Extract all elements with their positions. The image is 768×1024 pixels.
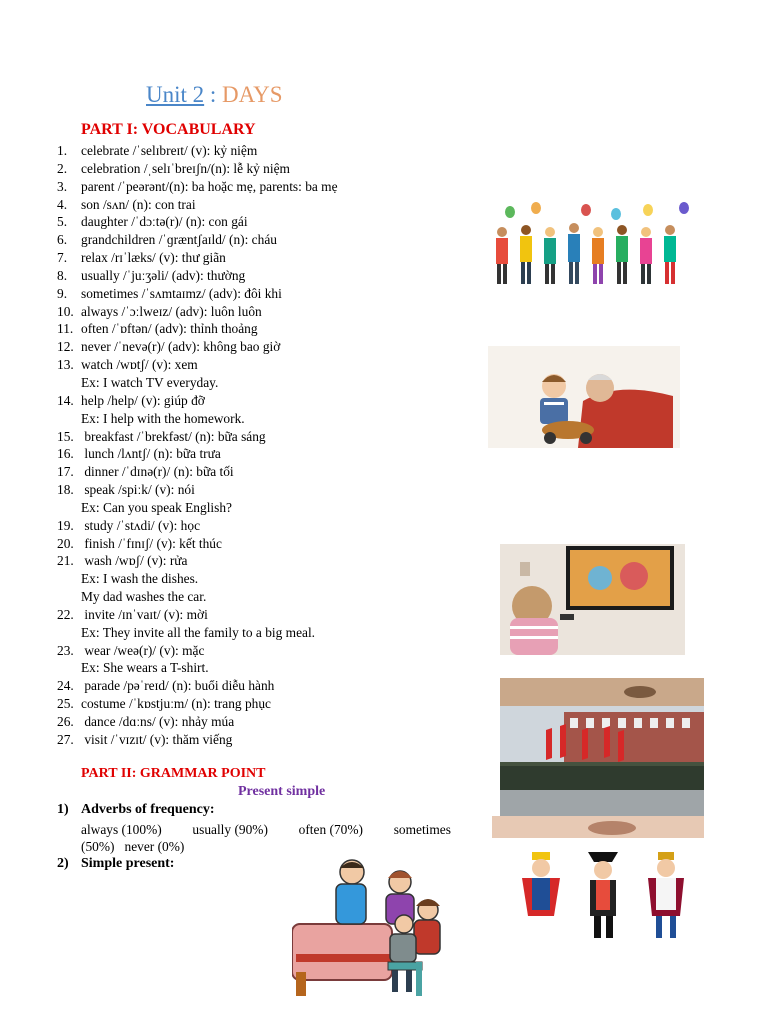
- vocab-number: 3.: [57, 178, 68, 194]
- vocab-item: [57, 213, 338, 231]
- vocab-entry: watch /wɒtʃ/ (v): xem: [81, 357, 198, 373]
- vocab-item: [57, 606, 338, 624]
- vocab-number: 9.: [57, 285, 68, 301]
- vocab-number: 13.: [57, 357, 74, 373]
- vocab-item: [57, 249, 338, 267]
- vocab-number: 11.: [57, 321, 74, 337]
- vocab-example: Ex: I watch TV everyday.: [81, 374, 219, 390]
- vocab-entry: wash /wɒʃ/ (v): rửa: [81, 553, 188, 569]
- vocab-number: 20.: [57, 535, 74, 551]
- freq-sometimes: sometimes: [393, 822, 451, 837]
- vocab-number: 25.: [57, 696, 74, 712]
- vocab-number: 16.: [57, 446, 74, 462]
- part2-heading: PART II: GRAMMAR POINT: [81, 766, 266, 781]
- vocab-example: Ex: She wears a T-shirt.: [81, 660, 209, 676]
- freq-always: always (100%): [81, 822, 162, 837]
- vocab-number: 8.: [57, 267, 68, 283]
- vocab-entry: speak /spiːk/ (v): nói: [81, 482, 195, 498]
- vocab-item: [57, 303, 338, 321]
- vocab-item: [57, 445, 338, 463]
- vocab-number: 4.: [57, 196, 68, 212]
- vocab-item: [57, 160, 338, 178]
- vocab-number: 10.: [57, 303, 74, 319]
- vocab-entry: dance /dɑːns/ (v): nhảy múa: [81, 714, 235, 729]
- grammar-item-label: Simple present:: [81, 856, 175, 871]
- part1-heading: PART I: VOCABULARY: [81, 121, 256, 138]
- vocab-item: [57, 196, 338, 214]
- vocab-example: Ex: They invite all the family to a big meal.: [81, 624, 316, 640]
- family-bedside-cartoon: [292, 854, 452, 1000]
- vocab-number: 22.: [57, 606, 74, 622]
- party-image: [488, 198, 700, 288]
- vocab-item: [57, 713, 338, 731]
- vocab-entry: finish /ˈfɪnɪʃ/ (v): kết thúc: [81, 535, 222, 551]
- vocab-entry: celebration /ˌselɪˈbreɪʃn/(n): lễ kỷ niệm: [81, 160, 290, 176]
- vocab-entry: celebrate /ˈselɪbreɪt/ (v): kỷ niệm: [81, 143, 258, 158]
- grammar-item-number: 1): [57, 802, 69, 817]
- vocab-entry: parade /pəˈreɪd/ (n): buổi diễu hành: [81, 678, 275, 694]
- vocab-example: Ex: I help with the homework.: [81, 410, 245, 426]
- parade-image: [500, 678, 704, 818]
- vocab-entry: visit /ˈvɪzɪt/ (v): thăm viếng: [81, 731, 233, 747]
- vocab-item: [57, 552, 338, 570]
- vocab-entry: costume /ˈkɒstjuːm/ (n): trang phục: [81, 696, 271, 712]
- vocab-number: 2.: [57, 160, 68, 176]
- vocab-entry: always /ˈɔːlweɪz/ (adv): luôn luôn: [81, 303, 262, 319]
- title-days: DAYS: [222, 82, 283, 107]
- vocab-number: 12.: [57, 339, 74, 355]
- grammar-item-number: 2): [57, 856, 69, 871]
- vocab-number: 1.: [57, 143, 68, 158]
- vocab-number: 24.: [57, 678, 74, 694]
- vocab-entry: sometimes /ˈsʌmtaɪmz/ (adv): đôi khi: [81, 285, 282, 301]
- vocab-entry: invite /ɪnˈvaɪt/ (v): mời: [81, 606, 208, 622]
- vocab-example: My dad washes the car.: [81, 589, 207, 605]
- vocab-number: 7.: [57, 250, 68, 266]
- unit-link[interactable]: Unit 2: [146, 82, 205, 107]
- grandfather-child-image: [488, 346, 680, 448]
- vocab-item: [57, 178, 338, 196]
- vocab-entry: parent /ˈpeərənt/(n): ba hoặc mẹ, parents: ba mẹ: [81, 178, 338, 194]
- vocab-entry: lunch /lʌntʃ/ (n): bữa trưa: [81, 446, 221, 462]
- vocab-number: 5.: [57, 214, 68, 230]
- vocabulary-list: [57, 142, 338, 749]
- vocab-number: 18.: [57, 482, 74, 498]
- vocab-item: [57, 142, 338, 160]
- vocab-number: 27.: [57, 731, 74, 747]
- vocab-number: 17.: [57, 464, 74, 480]
- vocab-item: [57, 285, 338, 303]
- vocab-item: [57, 642, 338, 660]
- freq-usually: usually (90%): [192, 822, 268, 837]
- vocab-number: 26.: [57, 714, 74, 729]
- vocab-entry: breakfast /ˈbrekfəst/ (n): bữa sáng: [81, 428, 266, 444]
- vocab-example: Ex: Can you speak English?: [81, 499, 232, 515]
- vocab-number: 23.: [57, 642, 74, 658]
- vocab-entry: relax /rɪˈlæks/ (v): thư giãn: [81, 250, 226, 266]
- freq-never: never (0%): [124, 839, 185, 854]
- vocab-item: [57, 731, 338, 749]
- title-colon: :: [209, 82, 217, 107]
- vocab-item: [57, 320, 338, 338]
- freq-often: often (70%): [298, 822, 363, 837]
- vocab-item: [57, 695, 338, 713]
- vocab-number: 19.: [57, 517, 74, 533]
- vocab-entry: usually /ˈjuːʒəli/ (adv): thường: [81, 267, 246, 283]
- vocab-entry: help /help/ (v): giúp đỡ: [81, 392, 205, 408]
- vocab-item: [57, 392, 338, 410]
- grammar-item-adverbs: [57, 802, 215, 818]
- vocab-number: 15.: [57, 428, 74, 444]
- vocab-entry: son /sʌn/ (n): con trai: [81, 196, 196, 212]
- vocab-entry: often /ˈɒftən/ (adv): thỉnh thoảng: [81, 321, 258, 337]
- frequency-list: [81, 821, 451, 855]
- vocab-entry: wear /weə(r)/ (v): mặc: [81, 642, 205, 658]
- vocab-number: 14.: [57, 392, 74, 408]
- vocab-number: 6.: [57, 232, 68, 248]
- child-watching-tv-image: [500, 544, 685, 655]
- costume-kids-image: [492, 816, 704, 944]
- vocab-item: [57, 267, 338, 285]
- grammar-item-simple-present: [57, 856, 174, 872]
- vocab-item: [57, 517, 338, 535]
- vocab-item: [57, 535, 338, 553]
- vocab-item: [57, 356, 338, 374]
- vocab-item: [57, 481, 338, 499]
- vocab-item: [57, 463, 338, 481]
- vocab-entry: never /ˈnevə(r)/ (adv): không bao giờ: [81, 339, 281, 355]
- vocab-entry: study /ˈstʌdi/ (v): học: [81, 517, 201, 533]
- freq-sometimes-percent: (50%): [81, 839, 115, 854]
- vocab-number: 21.: [57, 553, 74, 569]
- vocab-example: Ex: I wash the dishes.: [81, 571, 199, 587]
- vocab-entry: dinner /ˈdɪnə(r)/ (n): bữa tối: [81, 464, 234, 480]
- grammar-item-label: Adverbs of frequency:: [81, 802, 215, 817]
- vocab-entry: daughter /ˈdɔːtə(r)/ (n): con gái: [81, 214, 248, 230]
- vocab-item: [57, 231, 338, 249]
- vocab-entry: grandchildren /ˈɡræntʃaɪld/ (n): cháu: [81, 232, 277, 248]
- vocab-item: [57, 338, 338, 356]
- vocab-item: [57, 677, 338, 695]
- present-simple-subheading: Present simple: [238, 784, 326, 799]
- unit-title: [146, 82, 283, 108]
- vocab-item: [57, 428, 338, 446]
